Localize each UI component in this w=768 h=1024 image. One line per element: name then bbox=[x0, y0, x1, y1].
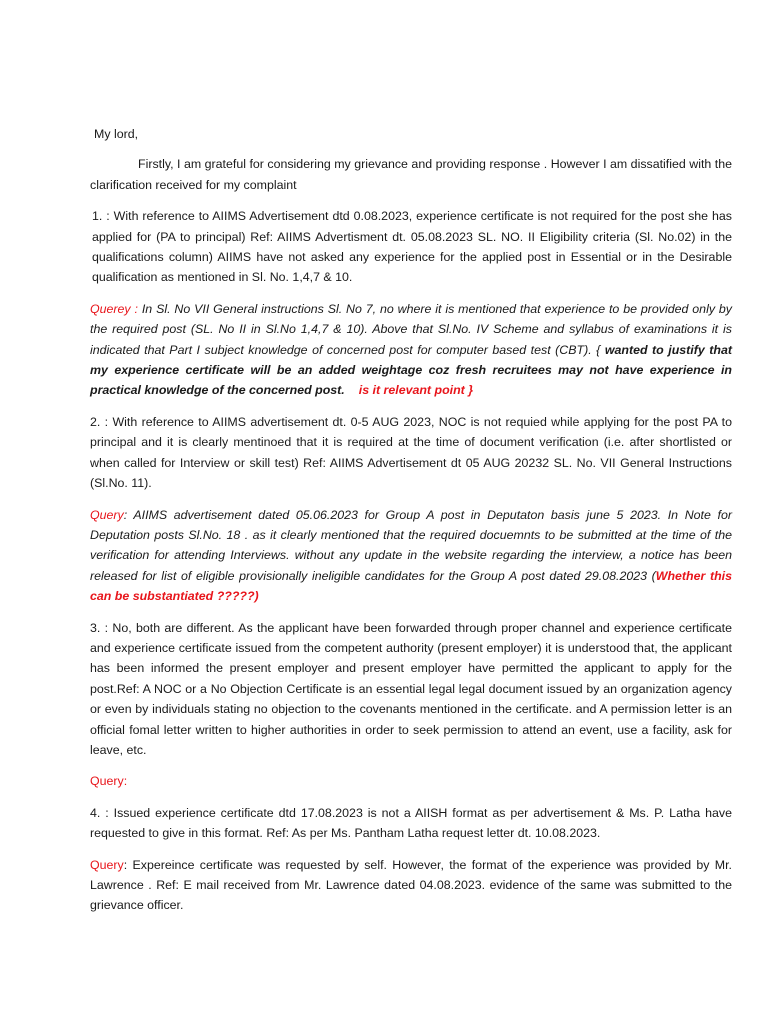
query-4-text: : Expereince certificate was requested by self. However, the format of the experience was provided by Mr. Lawrence . Ref: E mail received from Mr. Lawrence dated 04.08.2023. evidence of the same was submitted to the grievance officer. bbox=[90, 857, 732, 913]
query-1-paragraph bbox=[90, 299, 732, 401]
query-1-text: In Sl. No VII General instructions Sl. No 7, no where it is mentioned that experience to be provided only by the required post (SL. No II in Sl.No 1,4,7 & 10). Above that Sl.No. IV Scheme and syllabus of examinations it is indicated that Part I subject knowledge of concerned post for computer based test (CBT). { bbox=[90, 301, 732, 357]
intro-paragraph: Firstly, I am grateful for considering my grievance and providing response . However I am dissatified with the clarification received for my complaint bbox=[90, 157, 732, 192]
letter-body bbox=[90, 124, 732, 927]
point-4-paragraph: 4. : Issued experience certificate dtd 17.08.2023 is not a AIISH format as per advertisement & Ms. P. Latha have requested to give in this format. Ref: As per Ms. Pantham Latha request letter dt. 10.08.2023. bbox=[90, 805, 732, 841]
query-4-label: Query bbox=[90, 857, 124, 872]
query-1-label: Querey : bbox=[90, 301, 138, 316]
query-1-red-note: is it relevant point } bbox=[358, 383, 474, 398]
salutation: My lord, bbox=[94, 127, 139, 141]
query-2-paragraph bbox=[90, 505, 732, 607]
point-1-paragraph: 1. : With reference to AIIMS Advertisement dtd 0.08.2023, experience certificate is not required for the post she has applied for (PA to principal) Ref: AIIMS Advertisment dt. 05.08.2023 SL. NO. II Eligibility criteria (Sl. No.02) in the qualifications column) AIIMS have not asked any experience for the applied post in Essential or in the Desirable qualification as mentioned in Sl. No. 1,4,7 & 10. bbox=[92, 209, 732, 285]
query-4-paragraph bbox=[90, 855, 732, 916]
query-3-label: Query: bbox=[90, 774, 128, 789]
point-3-paragraph: 3. : No, both are different. As the applicant have been forwarded through proper channel and experience certificate and experience certificate issued from the competent authority (present employer) it is understood that, the applicant has been informed the present employer and present employer have permitted the applicant to apply for the post.Ref: A NOC or a No Objection Certificate is an essential legal legal document issued by an organization agency or even by individuals stating no objection to the covenants mentioned in the certificate. and A permission letter is an official fomal letter written to higher authorities in order to seek permission to attend an event, use a facility, ask for leave, etc. bbox=[90, 620, 732, 757]
query-2-label: Query bbox=[90, 507, 124, 522]
query-1-bold-text: wanted to justify that my experience certificate will be an added weightage coz fresh recruitees may not have experience in practical knowledge of the concerned post. bbox=[90, 342, 732, 398]
query-2-red-note: Whether this can be substantiated ?????) bbox=[90, 568, 732, 604]
point-2-paragraph: 2. : With reference to AIIMS advertisement dt. 0-5 AUG 2023, NOC is not requied while applying for the post PA to principal and it is clearly mentinoed that it is required at the time of document verification (i.e. after shortlisted or when called for Interview or skill test) Ref: AIIMS Advertisement dt 05 AUG 20232 SL. No. VII General Instructions (Sl.No. 11). bbox=[90, 414, 732, 491]
query-2-text: : AIIMS advertisement dated 05.06.2023 for Group A post in Deputaton basis june 5 2023. In Note for Deputation posts Sl.No. 18 . as it clearly mentioned that the required docuemnts to be submitted at the time of the verification for attending Interviews. without any update in the website regarding the interview, a notice has been released for list of eligible provisionally ineligible candidates for the Group A post dated 29.08.2023 ( bbox=[90, 507, 732, 583]
